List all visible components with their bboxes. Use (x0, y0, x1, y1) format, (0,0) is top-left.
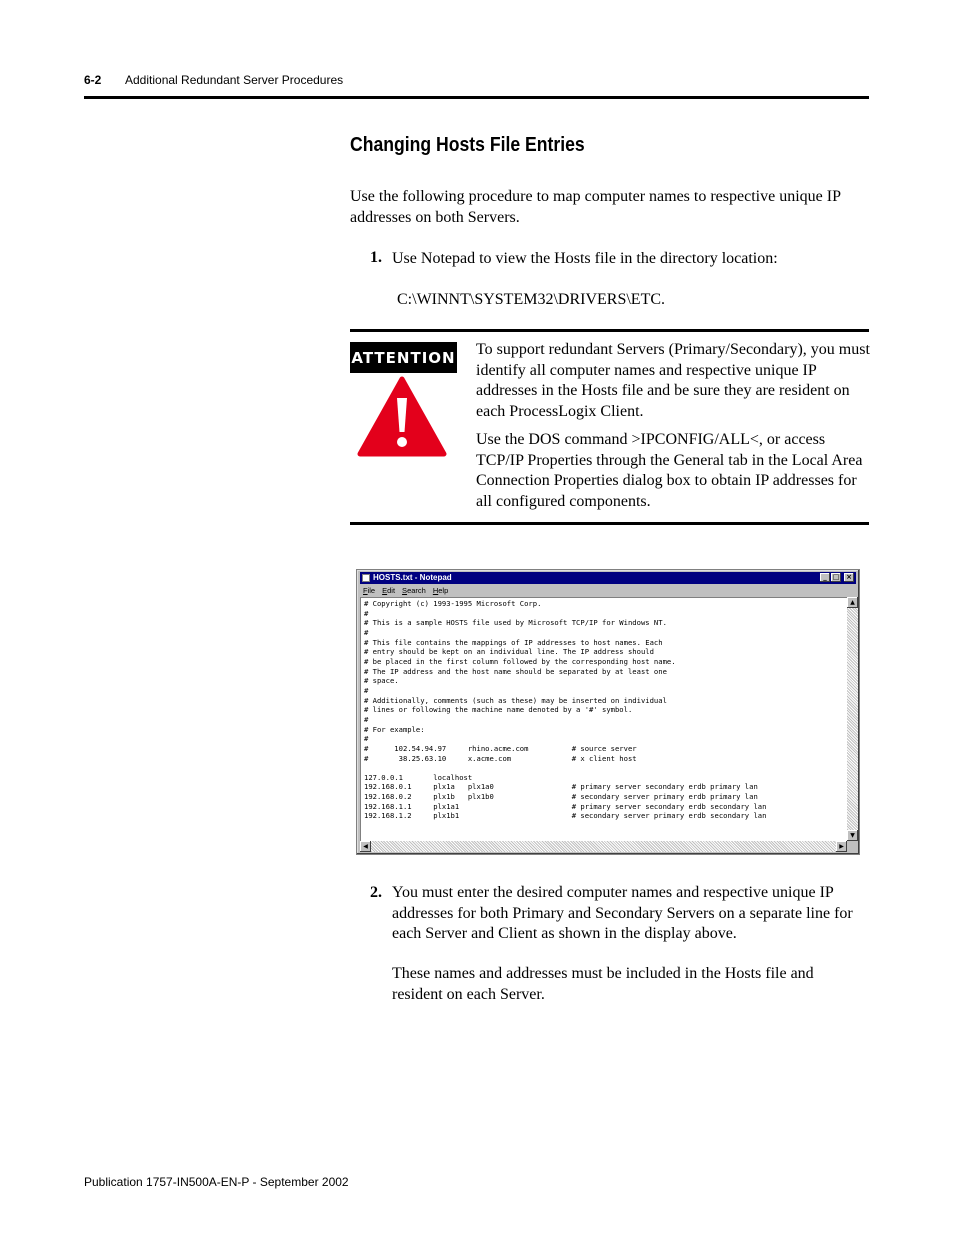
warning-exclamation-icon (357, 376, 447, 463)
attention-bottom-rule (350, 522, 869, 525)
notepad-app-icon[interactable] (362, 574, 370, 582)
attention-label: ATTENTION (350, 342, 457, 373)
attention-top-rule (350, 329, 869, 332)
vertical-scrollbar[interactable] (847, 597, 858, 841)
section-title: Changing Hosts File Entries (350, 134, 585, 156)
notepad-menu-bar (363, 585, 448, 596)
step-2-text: You must enter the desired computer names and respective unique IP addresses for both Primary and Secondary Servers on a separate line for each Server and Client as shown in the display above. (392, 884, 853, 942)
menu-help[interactable]: Help (432, 586, 449, 595)
page-number: 6-2 (84, 73, 102, 87)
maximize-icon[interactable]: □ (832, 573, 840, 581)
menu-search[interactable]: Search (402, 586, 426, 595)
menu-file[interactable]: File (363, 586, 376, 595)
menu-edit[interactable]: Edit (382, 586, 396, 595)
hosts-file-content: # Copyright (c) 1993-1995 Microsoft Corp. # # This is a sample HOSTS file used by Microsoft TCP/IP for Windows NT. # # This file contains the mappings of IP addresses to host names. Each # entry should be kept on an individual line. The IP address should # be placed in the first column followed by the corresponding host name. # The IP address and the host name should be separated by at least one # space. # # Additionally, comments (such as these) may be inserted on individual # lines or following the machine name denoted by a '#' symbol. # # For example: # # 102.54.94.97 rhino.acme.com # source server # 38.25.63.10 x.acme.com # x client host 127.0.0.1 localhost 192.168.0.1 plx1a plx1a0 # primary server secondary erdb primary lan 192.168.0.2 plx1b plx1b0 # secondary server primary erdb primary lan 192.168.1.1 plx1a1 # primary server secondary erdb secondary lan 192.168.1.2 plx1b1 # secondary server primary erdb secondary lan (364, 599, 767, 821)
running-section-title: Additional Redundant Server Procedures (125, 73, 344, 87)
step-1-text: Use Notepad to view the Hosts file in the directory location: (392, 250, 778, 267)
notepad-text-area[interactable] (360, 597, 847, 841)
notepad-window (356, 569, 860, 855)
step-2-note: These names and addresses must be included in the Hosts file and resident on each Server. (392, 965, 814, 1003)
minimize-icon[interactable]: _ (820, 573, 830, 582)
step-1-number: 1. (370, 249, 382, 266)
intro-paragraph: Use the following procedure to map computer names to respective unique IP addresses on both Servers. (350, 188, 841, 226)
scroll-left-icon[interactable]: ◀ (360, 841, 371, 852)
attention-paragraph-2: Use the DOS command >IPCONFIG/ALL<, or access TCP/IP Properties through the General tab in the Local Area Connection Properties dialog box to obtain IP addresses for all configured components. (476, 431, 863, 510)
scroll-right-icon[interactable]: ▶ (836, 841, 847, 852)
scrollbar-corner (847, 841, 858, 852)
horizontal-scrollbar[interactable] (360, 841, 847, 852)
publication-footer: Publication 1757-IN500A-EN-P - September 2002 (84, 1175, 349, 1189)
notepad-title-bar[interactable] (360, 572, 856, 584)
attention-paragraph-1: To support redundant Servers (Primary/Secondary), you must identify all computer names and respective unique IP addresses in the Hosts file and be sure they are resident on each ProcessLogix Client. (476, 341, 870, 420)
hosts-directory-path: C:\WINNT\SYSTEM32\DRIVERS\ETC. (397, 291, 666, 308)
step-2-number: 2. (370, 884, 382, 901)
close-icon[interactable]: × (844, 573, 854, 582)
scroll-up-icon[interactable]: ▲ (847, 597, 858, 608)
header-rule (84, 96, 869, 99)
scroll-down-icon[interactable]: ▼ (847, 830, 858, 841)
notepad-title: HOSTS.txt - Notepad (373, 573, 452, 582)
